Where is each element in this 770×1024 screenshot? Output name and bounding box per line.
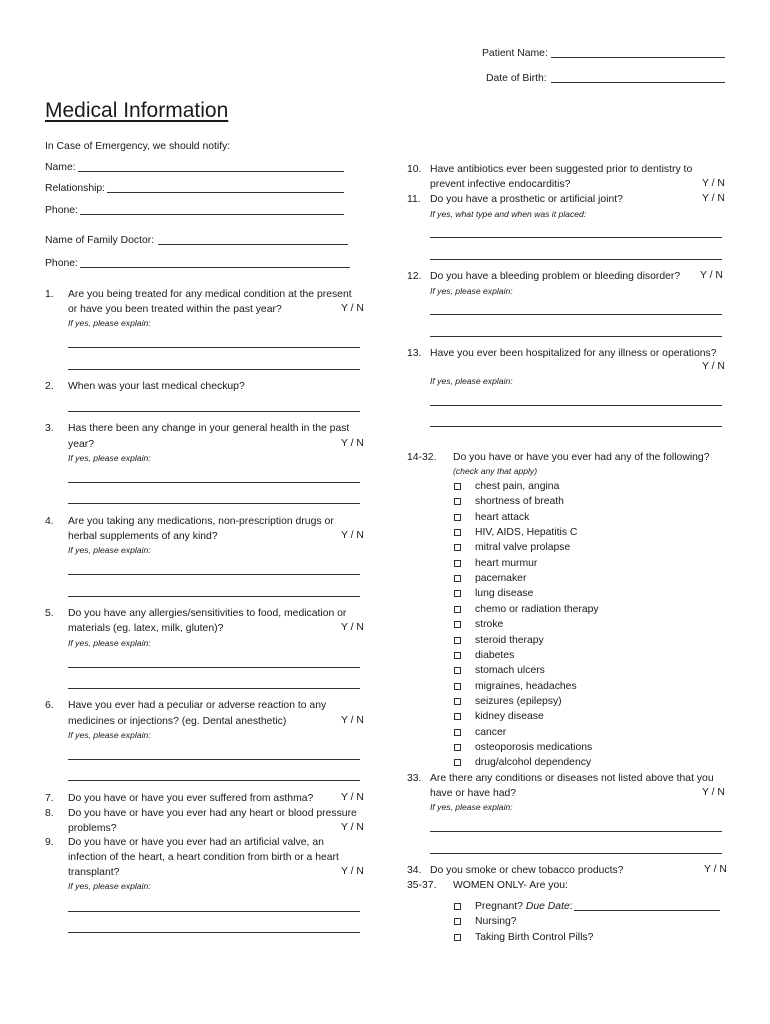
condition-checkbox[interactable] [454, 667, 461, 674]
q13-yes-no[interactable]: Y / N [702, 361, 725, 372]
q12-answer-line2[interactable] [430, 336, 722, 337]
q3-yes-no[interactable]: Y / N [341, 438, 364, 449]
q3-explain-label: If yes, please explain: [68, 453, 151, 463]
q35-37-text: WOMEN ONLY- Are you: [453, 880, 568, 891]
condition-checkbox[interactable] [454, 498, 461, 505]
condition-checkbox[interactable] [454, 652, 461, 659]
q7-number: 7. [45, 793, 54, 804]
patient-name-field [482, 47, 548, 60]
condition-label: osteoporosis medications [475, 741, 593, 753]
condition-label: heart murmur [475, 557, 538, 569]
q6-text-line1: Have you ever had a peculiar or adverse reaction to any [68, 700, 327, 711]
q6-answer-line1[interactable] [68, 759, 360, 760]
condition-checkbox[interactable] [454, 683, 461, 690]
condition-checkbox[interactable] [454, 483, 461, 490]
q3-text-line1: Has there been any change in your general health in the past [68, 423, 350, 434]
q13-explain-label: If yes, please explain: [430, 376, 513, 386]
q34-yes-no[interactable]: Y / N [704, 864, 727, 875]
condition-label: kidney disease [475, 711, 544, 723]
condition-checkbox[interactable] [454, 759, 461, 766]
emergency-phone-label: Phone: [45, 205, 78, 216]
condition-checkbox[interactable] [454, 606, 461, 613]
q1-answer-line2[interactable] [68, 369, 360, 370]
q12-explain-label: If yes, please explain: [430, 286, 513, 296]
q9-number: 9. [45, 837, 54, 848]
q12-text-line1: Do you have a bleeding problem or bleeding disorder? [430, 271, 681, 282]
q1-answer-line1[interactable] [68, 347, 360, 348]
birth-control-label: Taking Birth Control Pills? [475, 932, 594, 943]
condition-checkbox[interactable] [454, 744, 461, 751]
q10-yes-no[interactable]: Y / N [702, 178, 725, 189]
q5-text-line1: Do you have any allergies/sensitivities to food, medication or [68, 608, 347, 619]
q2-number: 2. [45, 381, 54, 392]
q33-answer-line2[interactable] [430, 853, 722, 854]
nursing-label: Nursing? [475, 916, 517, 927]
condition-label: stomach ulcers [475, 665, 545, 677]
q1-text-line1: Are you being treated for any medical condition at the present [68, 289, 352, 300]
condition-label: seizures (epilepsy) [475, 695, 562, 707]
nursing-checkbox[interactable] [454, 918, 461, 925]
condition-checkbox[interactable] [454, 560, 461, 567]
q33-number: 33. [407, 773, 422, 784]
q3-number: 3. [45, 423, 54, 434]
q11-yes-no[interactable]: Y / N [702, 193, 725, 204]
q11-answer-line2[interactable] [430, 259, 722, 260]
q3-answer-line2[interactable] [68, 503, 360, 504]
family-doctor-label: Name of Family Doctor: [45, 235, 155, 246]
q9-explain-label: If yes, please explain: [68, 881, 151, 891]
condition-checkbox[interactable] [454, 637, 461, 644]
q5-answer-line2[interactable] [68, 688, 360, 689]
q10-text-line2: prevent infective endocarditis? [430, 179, 571, 190]
q11-explain-label: If yes, what type and when was it placed: [430, 209, 587, 219]
condition-checkbox[interactable] [454, 514, 461, 521]
condition-label: shortness of breath [475, 496, 564, 508]
pregnant-label: Pregnant? [475, 901, 523, 912]
q7-yes-no[interactable]: Y / N [341, 792, 364, 803]
patient-name-label: Patient Name: [482, 48, 548, 59]
due-date-label: Due Date [525, 901, 570, 912]
q13-number: 13. [407, 348, 422, 359]
due-date-colon: : [569, 901, 573, 912]
q1-yes-no[interactable]: Y / N [341, 303, 364, 314]
q6-answer-line2[interactable] [68, 780, 360, 781]
q2-text-line1: When was your last medical checkup? [68, 381, 245, 392]
q10-number: 10. [407, 164, 422, 175]
birth-control-checkbox[interactable] [454, 934, 461, 941]
q6-number: 6. [45, 700, 54, 711]
emergency-heading: In Case of Emergency, we should notify: [45, 141, 231, 152]
q4-yes-no[interactable]: Y / N [341, 530, 364, 541]
q12-answer-line1[interactable] [430, 314, 722, 315]
q13-text-line1: Have you ever been hospitalized for any illness or operations? [430, 348, 717, 359]
q4-text-line1: Are you taking any medications, non-prescription drugs or [68, 516, 334, 527]
condition-checkbox[interactable] [454, 698, 461, 705]
q14-32-text: Do you have or have you ever had any of the following? [453, 452, 710, 463]
q9-text-line3: transplant? [68, 867, 120, 878]
q5-explain-label: If yes, please explain: [68, 638, 151, 648]
condition-checkbox[interactable] [454, 713, 461, 720]
q9-text-line2: infection of the heart, a heart condition from birth or a heart [68, 852, 339, 863]
emergency-name-input[interactable] [78, 171, 344, 172]
dob-input[interactable] [551, 82, 725, 83]
condition-label: chest pain, angina [475, 481, 560, 492]
condition-label: heart attack [475, 511, 530, 523]
q33-answer-line1[interactable] [430, 831, 722, 832]
q13-answer-line2[interactable] [430, 426, 722, 427]
pregnant-checkbox[interactable] [454, 903, 461, 910]
doctor-phone-input[interactable] [80, 267, 350, 268]
q10-text-line1: Have antibiotics ever been suggested prior to dentistry to [430, 164, 693, 175]
condition-label: pacemaker [475, 573, 527, 585]
condition-label: steroid therapy [475, 634, 544, 646]
q12-number: 12. [407, 271, 422, 282]
pregnant-item [475, 900, 573, 913]
dob-field [486, 72, 547, 85]
due-date-input[interactable] [574, 910, 720, 911]
q6-explain-label: If yes, please explain: [68, 730, 151, 740]
q14-32-note: (check any that apply) [453, 466, 538, 476]
q9-text-line1: Do you have or have you ever had an artificial valve, an [68, 837, 324, 848]
condition-label: mitral valve prolapse [475, 542, 571, 554]
q5-text-line2: materials (eg. latex, milk, gluten)? [68, 623, 224, 634]
q8-number: 8. [45, 808, 54, 819]
doctor-phone-label: Phone: [45, 258, 78, 269]
q33-text-line1: Are there any conditions or diseases not listed above that you [430, 773, 714, 784]
q2-answer-line[interactable] [68, 411, 360, 412]
condition-label: lung disease [475, 588, 534, 600]
condition-label: drug/alcohol dependency [475, 757, 592, 769]
q8-yes-no[interactable]: Y / N [341, 822, 364, 833]
q1-number: 1. [45, 289, 54, 300]
family-doctor-input[interactable] [158, 244, 348, 245]
q8-text-line1: Do you have or have you ever had any heart or blood pressure [68, 808, 357, 819]
q7-text-line1: Do you have or have you ever suffered from asthma? [68, 793, 314, 804]
q11-answer-line1[interactable] [430, 237, 722, 238]
condition-checkbox[interactable] [454, 575, 461, 582]
condition-label: HIV, AIDS, Hepatitis C [475, 527, 578, 539]
q33-yes-no[interactable]: Y / N [702, 787, 725, 798]
q4-number: 4. [45, 516, 54, 527]
page-title: Medical Information [45, 99, 229, 122]
q9-answer-line1[interactable] [68, 911, 360, 912]
q14-32-number: 14-32. [407, 452, 437, 463]
emergency-name-label: Name: [45, 162, 76, 173]
q33-explain-label: If yes, please explain: [430, 802, 513, 812]
relationship-label: Relationship: [45, 183, 106, 194]
condition-label: stroke [475, 619, 504, 631]
q8-text-line2: problems? [68, 823, 117, 834]
condition-label: chemo or radiation therapy [475, 603, 599, 615]
q5-yes-no[interactable]: Y / N [341, 622, 364, 633]
condition-label: cancer [475, 726, 507, 738]
condition-label: diabetes [475, 649, 515, 661]
q9-yes-no[interactable]: Y / N [341, 866, 364, 877]
q5-number: 5. [45, 608, 54, 619]
condition-checkbox[interactable] [454, 544, 461, 551]
relationship-input[interactable] [107, 192, 344, 193]
q11-text-line1: Do you have a prosthetic or artificial joint? [430, 194, 623, 205]
patient-name-input[interactable] [551, 57, 725, 58]
dob-label: Date of Birth: [486, 73, 547, 84]
q9-answer-line2[interactable] [68, 932, 360, 933]
q34-number: 34. [407, 865, 422, 876]
q6-yes-no[interactable]: Y / N [341, 715, 364, 726]
q3-answer-line1[interactable] [68, 482, 360, 483]
condition-checkbox[interactable] [454, 729, 461, 736]
q4-explain-label: If yes, please explain: [68, 545, 151, 555]
q6-text-line2: medicines or injections? (eg. Dental anesthetic) [68, 716, 287, 727]
q33-text-line2: have or have had? [430, 788, 517, 799]
q5-answer-line1[interactable] [68, 667, 360, 668]
q11-number: 11. [407, 194, 421, 205]
q12-yes-no[interactable]: Y / N [700, 270, 723, 281]
q4-text-line2: herbal supplements of any kind? [68, 531, 218, 542]
q34-text-line1: Do you smoke or chew tobacco products? [430, 865, 624, 876]
q4-answer-line2[interactable] [68, 596, 360, 597]
emergency-phone-input[interactable] [80, 214, 344, 215]
condition-checkbox[interactable] [454, 529, 461, 536]
condition-checkbox[interactable] [454, 590, 461, 597]
condition-checkbox[interactable] [454, 621, 461, 628]
q1-explain-label: If yes, please explain: [68, 318, 151, 328]
q35-37-number: 35-37. [407, 880, 437, 891]
q13-answer-line1[interactable] [430, 405, 722, 406]
q4-answer-line1[interactable] [68, 574, 360, 575]
q3-text-line2: year? [68, 439, 94, 450]
condition-label: migraines, headaches [475, 680, 577, 692]
q1-text-line2: or have you been treated within the past year? [68, 304, 282, 315]
